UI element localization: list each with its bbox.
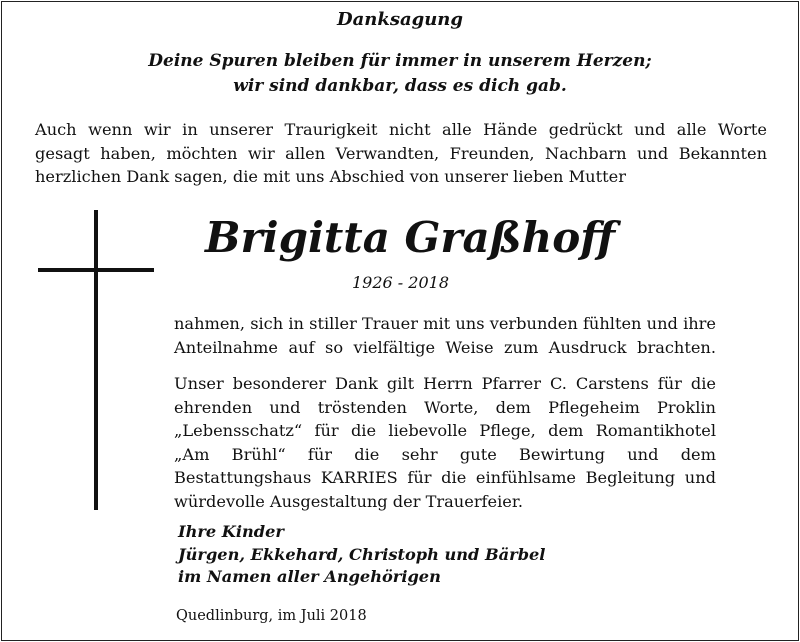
paragraph2-line-2: ehrenden und tröstenden Worte, dem Pflegeheim Proklin (174, 397, 716, 417)
cross-icon-horizontal (38, 268, 154, 272)
intro-line-2: gesagt haben, möchten wir allen Verwandten, Freunden, Nachbarn und Bekannten (35, 143, 767, 163)
intro-line-3: herzlichen Dank sagen, die mit uns Abschied von unserer lieben Mutter (35, 167, 626, 186)
paragraph1-line-1: nahmen, sich in stiller Trauer mit uns verbunden fühlten und ihre (174, 314, 716, 333)
motto-line-1: Deine Spuren bleiben für immer in unserem Herzen; (148, 51, 652, 71)
place-date: Quedlinburg, im Juli 2018 (176, 608, 367, 624)
intro-line-1: Auch wenn wir in unserer Traurigkeit nicht alle Hände gedrückt und alle Worte (35, 120, 767, 139)
paragraph2-line-6: würdevolle Ausgestaltung der Trauerfeier. (174, 491, 523, 511)
paragraph2-line-1: Unser besonderer Dank gilt Herrn Pfarrer C. Carstens für die (174, 374, 716, 393)
signature-block (178, 521, 545, 589)
thanks-paragraph-2 (174, 372, 716, 513)
intro-paragraph (35, 118, 767, 189)
signature-line-3: im Namen aller Angehörigen (178, 567, 441, 586)
cross-icon-vertical (94, 210, 98, 510)
paragraph2-line-5: Bestattungshaus KARRIES für die einfühlsame Begleitung und (174, 468, 716, 487)
deceased-name: Brigitta Graßhoff (205, 213, 615, 262)
thanks-paragraph-1 (174, 312, 716, 359)
paragraph1-line-2: Anteilnahme auf so vielfältige Weise zum Ausdruck brachten. (174, 337, 716, 357)
paragraph2-line-4: „Am Brühl“ für die sehr gute Bewirtung und dem (174, 444, 716, 464)
deceased-dates: 1926 - 2018 (352, 273, 450, 292)
paragraph2-line-3: „Lebensschatz“ für die liebevolle Pflege, dem Romantikhotel (174, 421, 716, 440)
motto-line-2: wir sind dankbar, dass es dich gab. (233, 76, 567, 96)
signature-line-2: Jürgen, Ekkehard, Christoph und Bärbel (178, 544, 546, 564)
signature-line-1: Ihre Kinder (178, 522, 284, 541)
notice-heading: Danksagung (337, 9, 463, 30)
